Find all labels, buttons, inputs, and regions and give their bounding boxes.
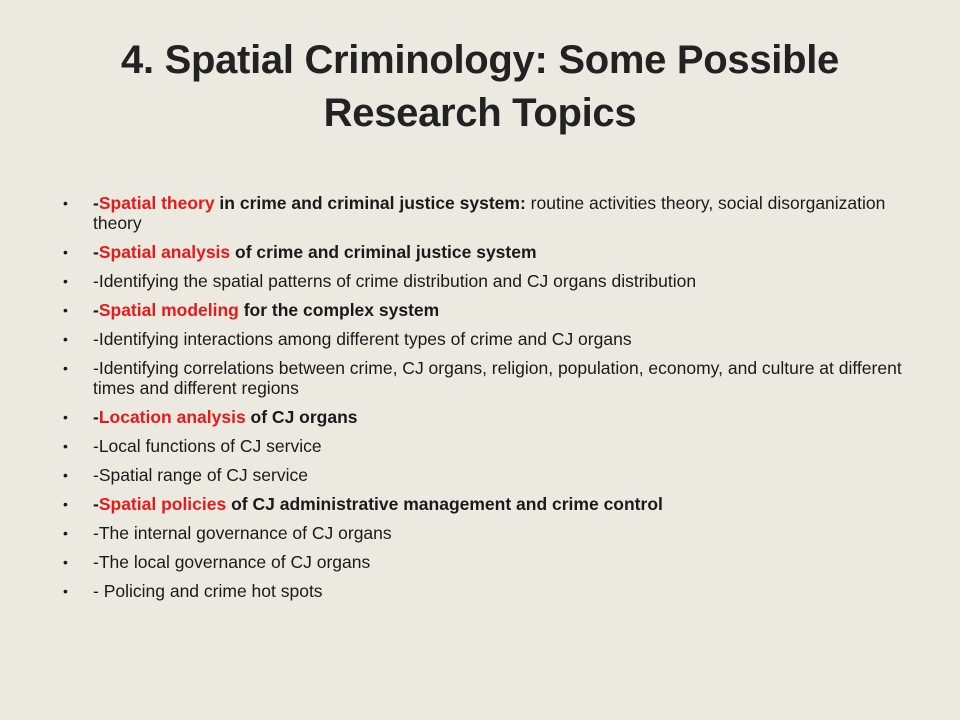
list-item <box>62 581 928 601</box>
bullet-icon: • <box>63 554 68 570</box>
bullet-icon: • <box>63 496 68 512</box>
bullet-icon: • <box>63 244 68 260</box>
item-text: -Identifying interactions among different types of crime and CJ organs <box>93 329 632 349</box>
list-item <box>62 193 928 233</box>
bullet-icon: • <box>63 583 68 599</box>
bullet-icon: • <box>63 409 68 425</box>
topic-list <box>62 193 928 610</box>
list-item <box>62 242 928 262</box>
item-highlight: Location analysis <box>98 407 246 427</box>
list-item <box>62 436 928 456</box>
item-bold-text: for the complex system <box>238 300 440 320</box>
bullet-icon: • <box>63 467 68 483</box>
item-text: -The local governance of CJ organs <box>93 552 371 572</box>
list-item <box>62 300 928 320</box>
list-item <box>62 552 928 572</box>
bullet-icon: • <box>63 360 68 376</box>
item-text: routine activities theory, social disorganization theory <box>93 193 886 233</box>
item-text: -Spatial range of CJ service <box>93 465 308 485</box>
item-prefix: - <box>93 407 99 427</box>
bullet-icon: • <box>63 195 68 211</box>
list-item <box>62 407 928 427</box>
item-highlight: Spatial policies <box>98 494 227 514</box>
item-bold-text: of CJ organs <box>245 407 358 427</box>
item-highlight: Spatial analysis <box>98 242 231 262</box>
bullet-icon: • <box>63 302 68 318</box>
item-text: -Identifying correlations between crime, CJ organs, religion, population, economy, and culture at different times and different regions <box>93 358 902 398</box>
item-highlight: Spatial theory <box>98 193 215 213</box>
item-text: -The internal governance of CJ organs <box>93 523 392 543</box>
list-item <box>62 494 928 514</box>
slide-title-line-1: 4. Spatial Criminology: Some Possible <box>121 38 839 82</box>
bullet-icon: • <box>63 331 68 347</box>
list-item <box>62 329 928 349</box>
item-bold-text: of CJ administrative management and crime control <box>226 494 663 514</box>
item-prefix: - <box>93 242 99 262</box>
item-prefix: - <box>93 300 99 320</box>
slide-title <box>80 34 880 140</box>
list-item <box>62 465 928 485</box>
list-item <box>62 271 928 291</box>
bullet-icon: • <box>63 438 68 454</box>
item-prefix: - <box>93 494 99 514</box>
item-bold-text: in crime and criminal justice system: <box>214 193 526 213</box>
bullet-icon: • <box>63 525 68 541</box>
item-prefix: - <box>93 193 99 213</box>
slide-title-line-2: Research Topics <box>323 91 637 135</box>
item-text: -Identifying the spatial patterns of crime distribution and CJ organs distribution <box>93 271 697 291</box>
bullet-icon: • <box>63 273 68 289</box>
list-item <box>62 523 928 543</box>
item-bold-text: of crime and criminal justice system <box>230 242 537 262</box>
item-text: - Policing and crime hot spots <box>93 581 323 601</box>
item-highlight: Spatial modeling <box>98 300 239 320</box>
list-item <box>62 358 928 398</box>
item-text: -Local functions of CJ service <box>93 436 322 456</box>
